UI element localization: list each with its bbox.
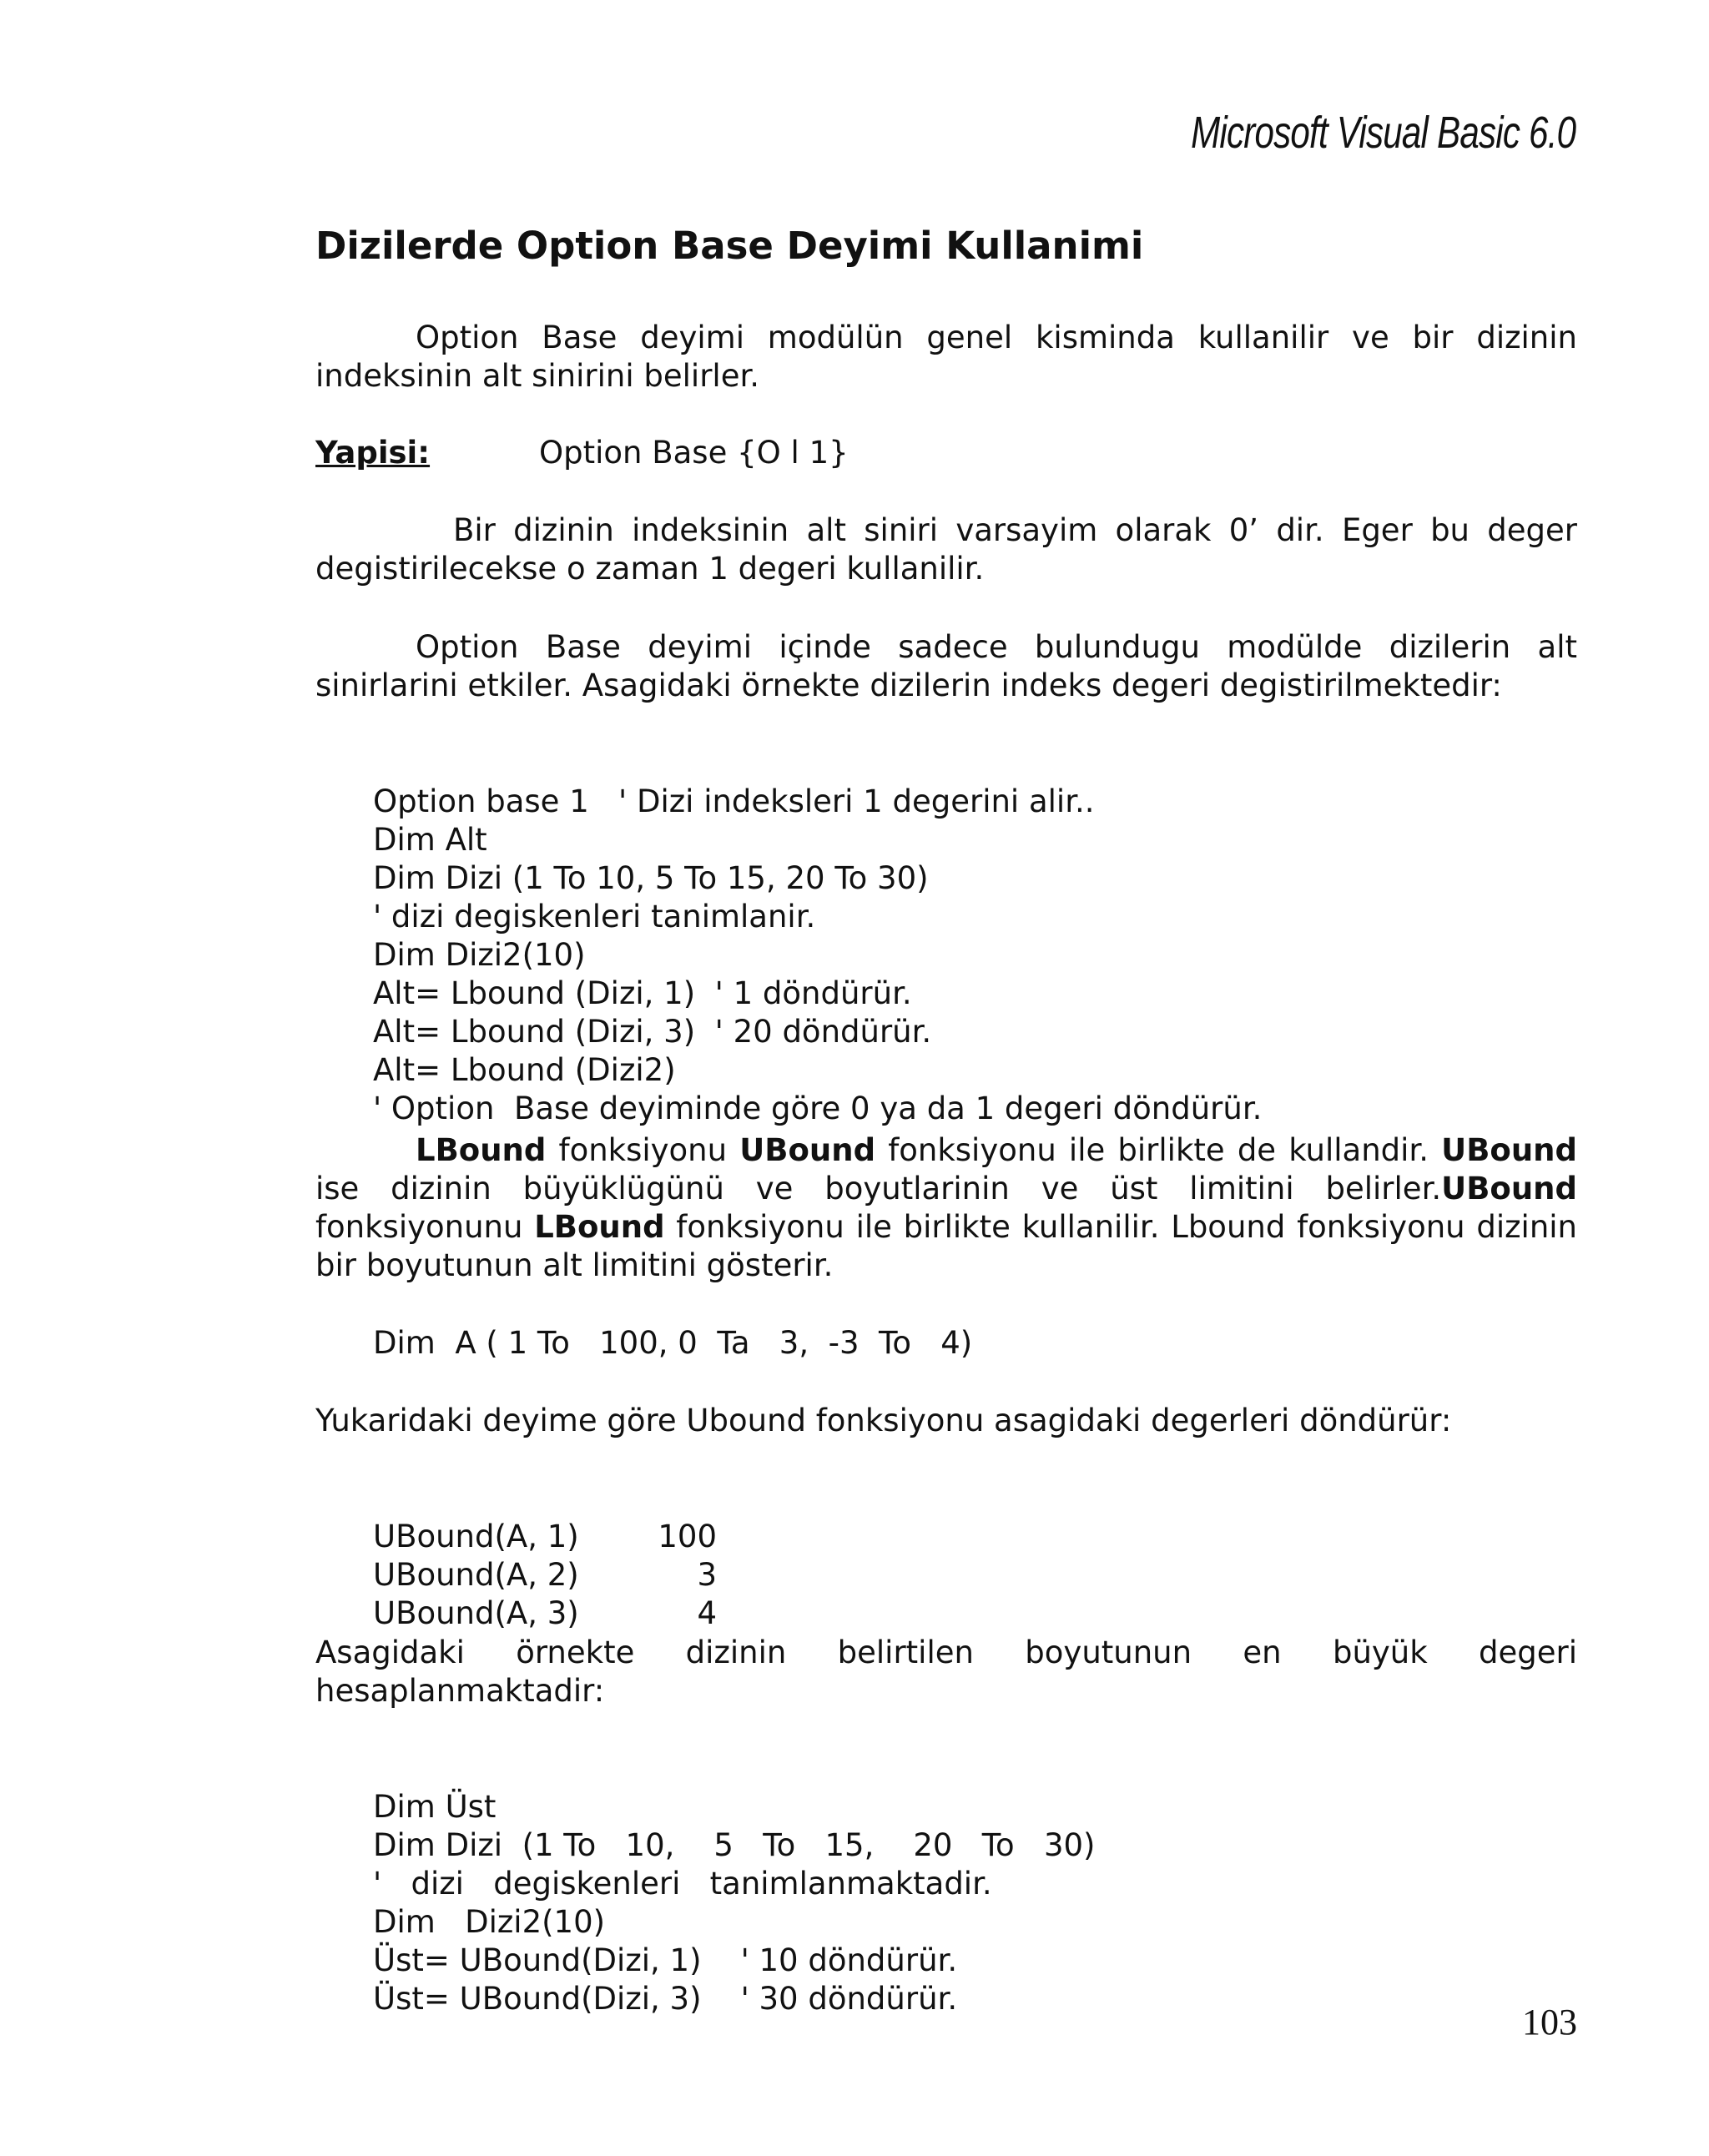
ubound-value: 4 xyxy=(697,1595,717,1631)
code-line: Alt= Lbound (Dizi, 3) ' 20 döndürür. xyxy=(373,1014,932,1050)
code-example-ubound xyxy=(373,1750,1096,2057)
running-header: Microsoft Visual Basic 6.0 xyxy=(1190,108,1575,158)
code-line: Dim Alt xyxy=(373,822,487,858)
paragraph-max-value: Asagidaki örnekte dizinin belirtilen boyutunun en büyük degeri hesaplanmaktadir: xyxy=(315,1635,1577,1709)
code-line: Üst= UBound(Dizi, 3) ' 30 döndürür. xyxy=(373,1981,958,2017)
ubound-expr: UBound(A, 3) xyxy=(373,1595,579,1631)
code-line: Option base 1 ' Dizi indeksleri 1 degerini alir.. xyxy=(373,783,1095,819)
syntax-code: Option Base {O l 1} xyxy=(539,435,849,471)
keyword-ubound: UBound xyxy=(1441,1132,1577,1168)
text-span: ise dizinin büyüklügünü ve boyutlarinin ve üst limitini belirler. xyxy=(315,1171,1442,1206)
ubound-value: 3 xyxy=(697,1557,717,1593)
table-row xyxy=(373,1594,717,1633)
section-title: Dizilerde Option Base Deyimi Kullanimi xyxy=(315,224,1144,268)
code-line: Dim Dizi (1 To 10, 5 To 15, 20 To 30) xyxy=(373,860,929,896)
paragraph-default-base: Bir dizinin indeksinin alt siniri varsayim olarak 0’ dir. Eger bu deger degistirilecekse o zaman 1 degeri kullanilir. xyxy=(315,512,1577,587)
text-span: fonksiyonu ile birlikte kullanilir. Lbound fonksiyonu dizinin bir boyutunun alt limitini gösterir. xyxy=(315,1209,1577,1283)
keyword-lbound: LBound xyxy=(416,1132,547,1168)
code-line: Üst= UBound(Dizi, 1) ' 10 döndürür. xyxy=(373,1942,958,1978)
paragraph-lbound-ubound xyxy=(315,1131,1577,1285)
text-span: fonksiyonu xyxy=(546,1132,740,1168)
code-line: ' dizi degiskenleri tanimlanir. xyxy=(373,899,816,934)
paragraph-scope: Option Base deyimi içinde sadece bulundugu modülde dizilerin alt sinirlarini etkiler. Asagidaki örnekte dizilerin indeks degeri degistirilmektedir: xyxy=(315,629,1577,703)
keyword-lbound: LBound xyxy=(534,1209,665,1245)
code-line: Alt= Lbound (Dizi, 1) ' 1 döndürür. xyxy=(373,975,912,1011)
syntax-label: Yapisi: xyxy=(315,435,431,471)
code-line: Dim Üst xyxy=(373,1789,497,1825)
paragraph-intro: Option Base deyimi modülün genel kisminda kullanilir ve bir dizinin indeksinin alt sinirini belirler. xyxy=(315,320,1577,394)
ubound-value: 100 xyxy=(658,1519,717,1554)
syntax-row xyxy=(315,434,849,472)
code-line: Dim Dizi2(10) xyxy=(373,937,586,973)
paragraph-ubound-values: Yukaridaki deyime göre Ubound fonksiyonu asagidaki degerleri döndürür: xyxy=(315,1403,1452,1438)
code-line: ' Option Base deyiminde göre 0 ya da 1 degeri döndürür. xyxy=(373,1091,1263,1126)
table-row xyxy=(373,1518,717,1556)
code-example-lbound xyxy=(373,744,1262,1166)
text-span: fonksiyonu ile birlikte de kullandir. xyxy=(875,1132,1442,1168)
ubound-expr: UBound(A, 1) xyxy=(373,1519,579,1554)
code-line: Alt= Lbound (Dizi2) xyxy=(373,1052,676,1088)
code-line: Dim Dizi (1 To 10, 5 To 15, 20 To 30) xyxy=(373,1827,1096,1863)
code-line: Dim Dizi2(10) xyxy=(373,1904,606,1940)
page-number: 103 xyxy=(1522,2002,1577,2043)
ubound-expr: UBound(A, 2) xyxy=(373,1557,579,1593)
keyword-ubound: UBound xyxy=(739,1132,876,1168)
table-row xyxy=(373,1556,717,1594)
text-span: fonksiyonunu xyxy=(315,1209,535,1245)
keyword-ubound: UBound xyxy=(1441,1171,1577,1206)
code-line: ' dizi degiskenleri tanimlanmaktadir. xyxy=(373,1866,992,1902)
code-dim-a: Dim A ( 1 To 100, 0 Ta 3, -3 To 4) xyxy=(373,1325,973,1361)
